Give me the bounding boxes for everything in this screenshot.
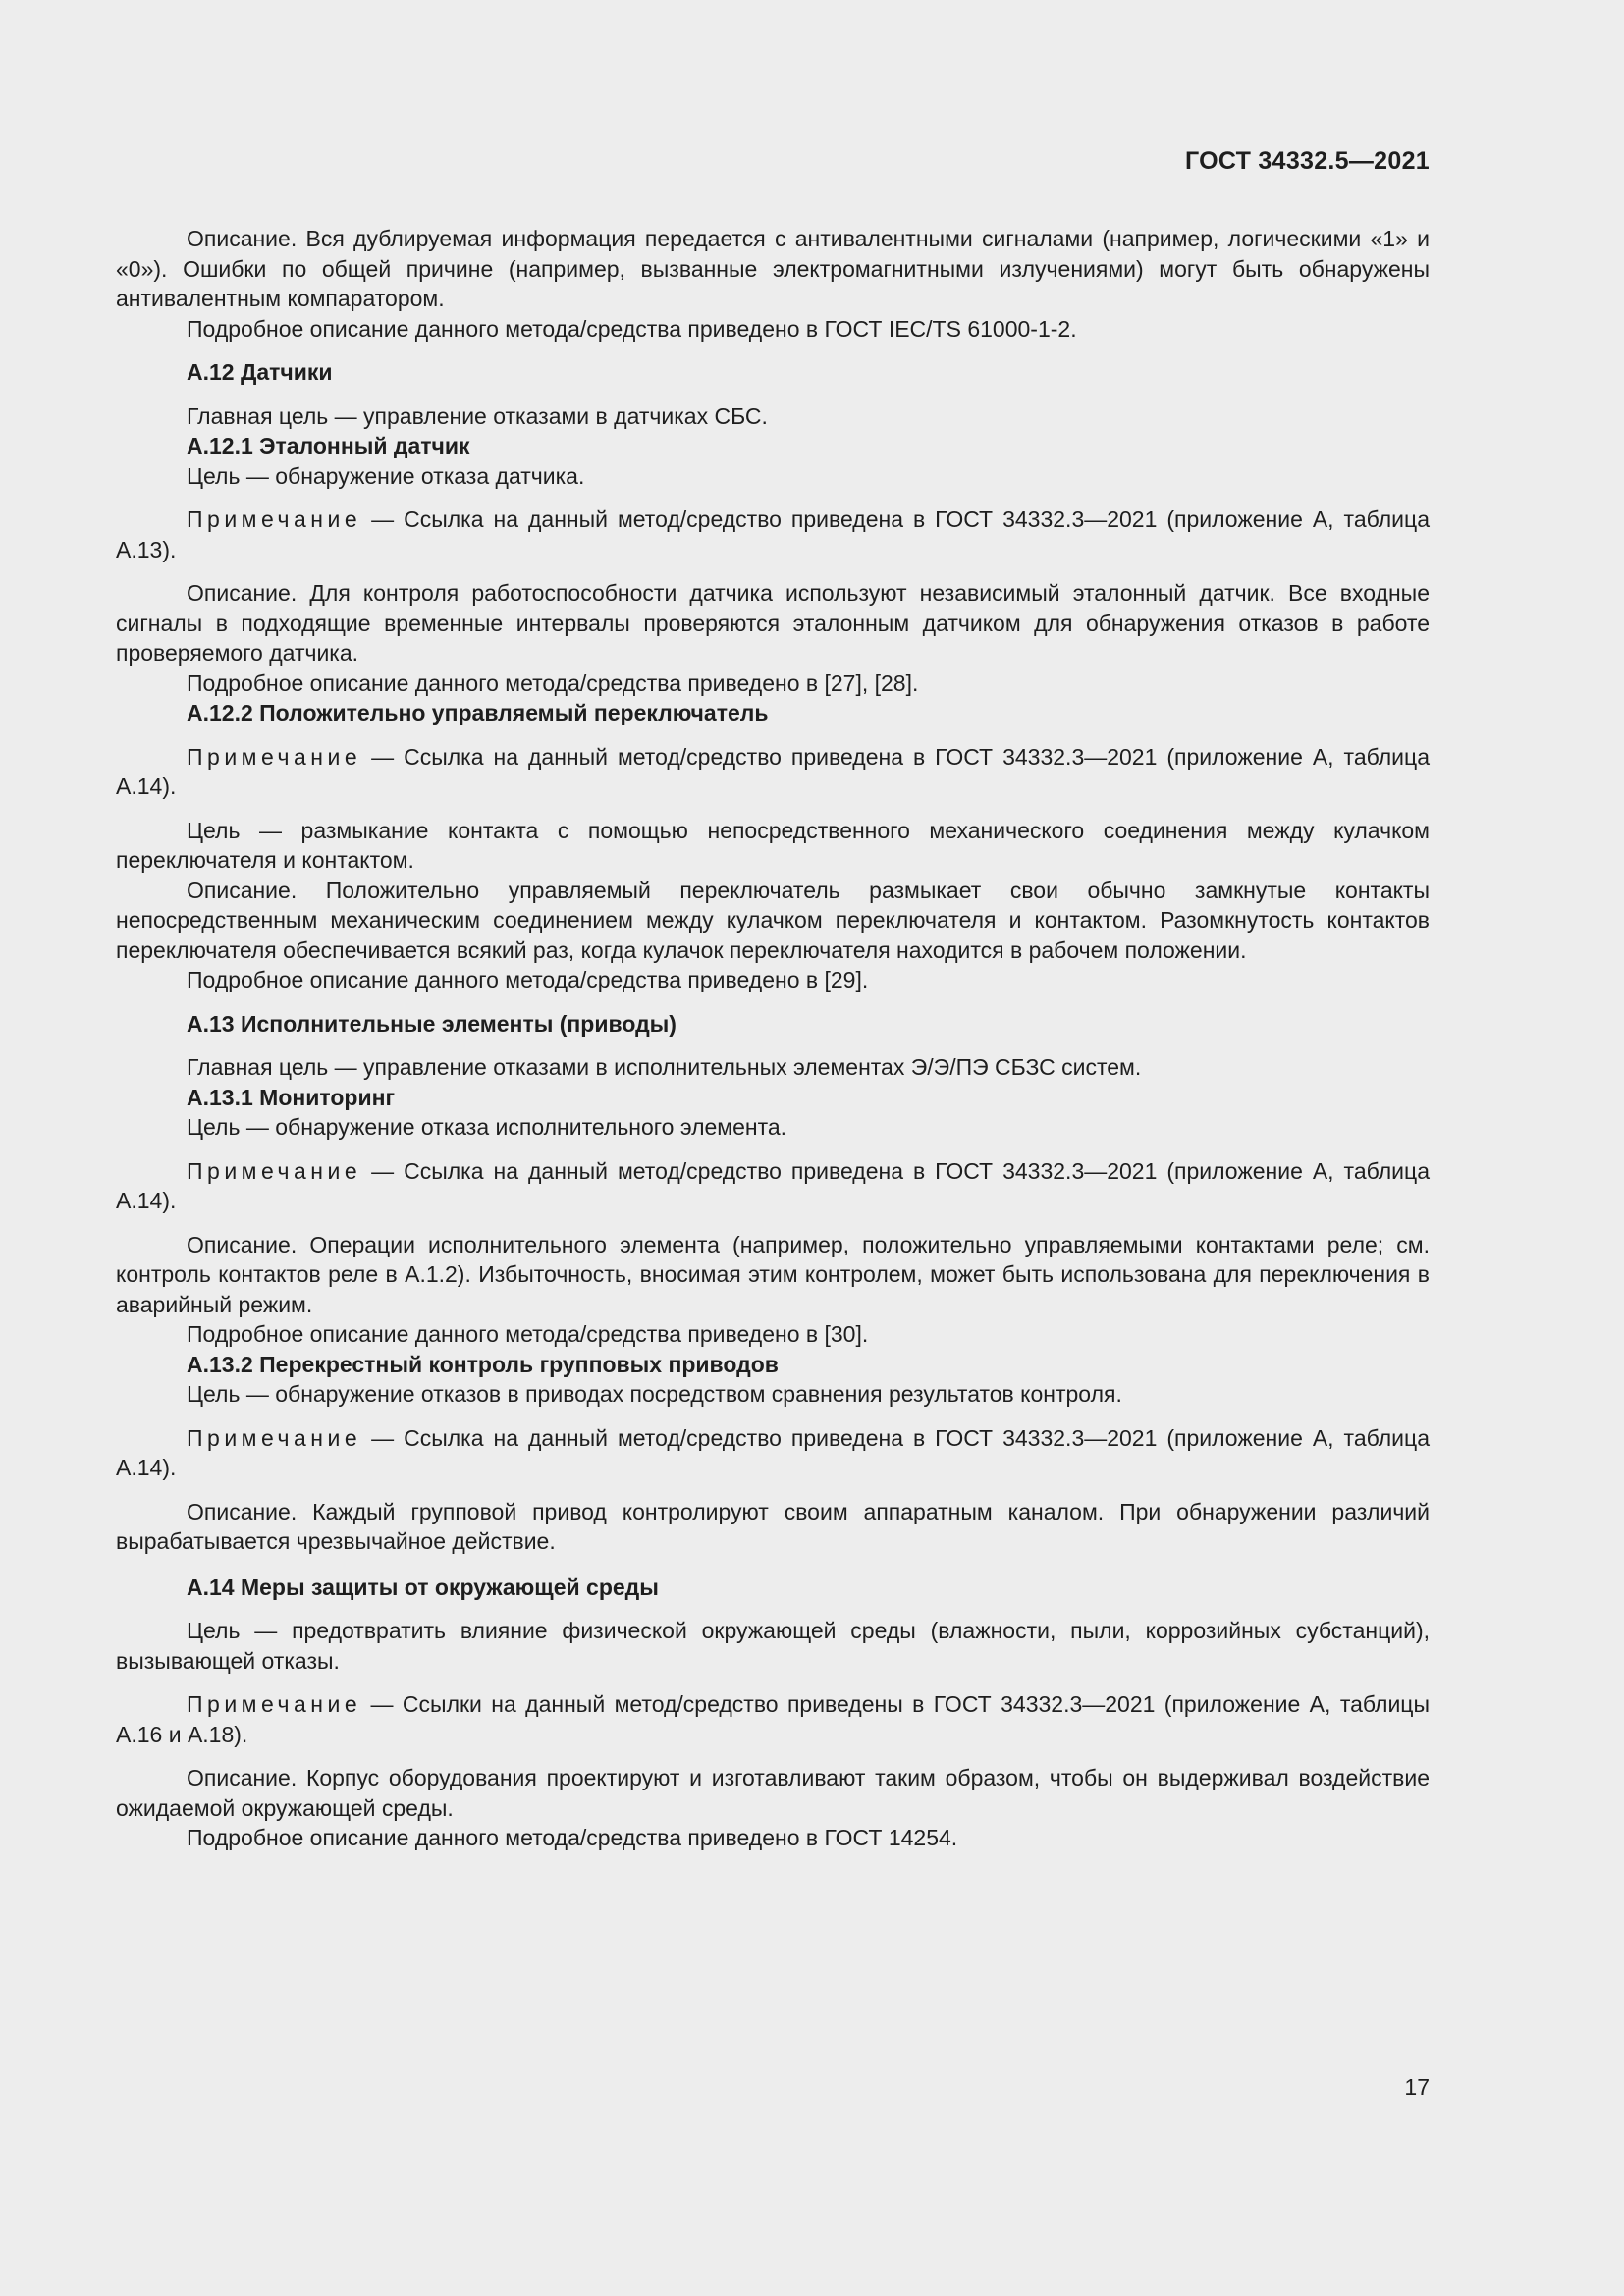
paragraph: Подробное описание данного метода/средства приведено в ГОСТ 14254. <box>187 1825 958 1850</box>
paragraph: Цель — обнаружение отказа датчика. <box>187 462 585 489</box>
paragraph: Подробное описание данного метода/средства приведено в ГОСТ IEC/TS 61000-1-2. <box>187 315 1077 342</box>
note-label: Примечание <box>187 1424 362 1451</box>
note <box>116 505 1430 564</box>
paragraph: Описание. Для контроля работоспособности датчика используют независимый эталонный датчик. Все входные сигналы в подходящие временные интервалы проверяются эталонным датчиком для обнаружения отказов в работе проверяемого датчика. <box>116 580 1430 666</box>
note-label: Примечание <box>187 1691 362 1717</box>
section-heading: А.13 Исполнительные элементы (приводы) <box>187 1010 677 1037</box>
note-label: Примечание <box>187 1157 362 1184</box>
subsection-heading: А.12.2 Положительно управляемый переключатель <box>187 700 769 725</box>
paragraph: Цель — предотвратить влияние физической окружающей среды (влажности, пыли, коррозийных субстанций), вызывающей отказы. <box>116 1618 1430 1674</box>
paragraph: Описание. Положительно управляемый переключатель размыкает свои обычно замкнутые контакты непосредственным механическим соединением между кулачком переключателя и контактом. Разомкнутость контактов переключателя обеспечивается всякий раз, когда кулачок переключателя находится в рабочем положении. <box>116 877 1430 963</box>
subsection-heading: А.13.1 Мониторинг <box>187 1084 396 1110</box>
note <box>116 1689 1430 1749</box>
paragraph: Цель — обнаружение отказа исполнительного элемента. <box>187 1114 787 1140</box>
page-number: 17 <box>1404 2074 1430 2100</box>
note <box>116 742 1430 802</box>
note-label: Примечание <box>187 743 362 770</box>
paragraph: Описание. Каждый групповой привод контролируют своим аппаратным каналом. При обнаружении различий вырабатывается чрезвычайное действие. <box>116 1498 1430 1554</box>
note-text: — Ссылки на данный метод/средство приведены в ГОСТ 34332.3—2021 (приложение А, таблицы А.16 и А.18). <box>116 1691 1430 1747</box>
section-heading: А.12 Датчики <box>187 359 333 385</box>
paragraph: Цель — размыкание контакта с помощью непосредственного механического соединения между кулачком переключателя и контактом. <box>116 817 1430 873</box>
paragraph: Цель — обнаружение отказов в приводах посредством сравнения результатов контроля. <box>187 1381 1122 1407</box>
document-body <box>116 224 1430 1853</box>
note <box>116 1156 1430 1216</box>
paragraph: Подробное описание данного метода/средства приведено в [29]. <box>187 967 869 992</box>
paragraph: Главная цель — управление отказами в датчиках СБС. <box>187 402 768 429</box>
note-text: — Ссылка на данный метод/средство приведена в ГОСТ 34332.3—2021 (приложение А, таблица А.13). <box>116 507 1430 562</box>
note-text: — Ссылка на данный метод/средство приведена в ГОСТ 34332.3—2021 (приложение А, таблица А.14). <box>116 743 1430 799</box>
subsection-heading: А.12.1 Эталонный датчик <box>187 433 470 458</box>
paragraph: Подробное описание данного метода/средства приведено в [30]. <box>187 1321 869 1347</box>
paragraph: Описание. Операции исполнительного элемента (например, положительно управляемыми контактами реле; см. контроль контактов реле в А.1.2). Избыточность, вносимая этим контролем, может быть использована для переключения в аварийный режим. <box>116 1231 1430 1317</box>
note-text: — Ссылка на данный метод/средство приведена в ГОСТ 34332.3—2021 (приложение А, таблица А.14). <box>116 1424 1430 1480</box>
note-text: — Ссылка на данный метод/средство приведена в ГОСТ 34332.3—2021 (приложение А, таблица А.14). <box>116 1157 1430 1213</box>
section-heading: А.14 Меры защиты от окружающей среды <box>187 1574 659 1600</box>
subsection-heading: А.13.2 Перекрестный контроль групповых приводов <box>187 1351 779 1377</box>
paragraph: Главная цель — управление отказами в исполнительных элементах Э/Э/ПЭ СБЗС систем. <box>187 1054 1142 1080</box>
note-label: Примечание <box>187 507 362 532</box>
document-id: ГОСТ 34332.5—2021 <box>1184 147 1430 175</box>
paragraph: Подробное описание данного метода/средства приведено в [27], [28]. <box>187 669 919 696</box>
paragraph: Описание. Вся дублируемая информация передается с антивалентными сигналами (например, логическими «1» и «0»). Ошибки по общей причине (например, вызванные электромагнитными излучениями) могут быть обнаружены антивалентным компаратором. <box>116 226 1430 311</box>
paragraph: Описание. Корпус оборудования проектируют и изготавливают таким образом, чтобы он выдерживал воздействие ожидаемой окружающей среды. <box>116 1765 1430 1821</box>
note <box>116 1423 1430 1483</box>
